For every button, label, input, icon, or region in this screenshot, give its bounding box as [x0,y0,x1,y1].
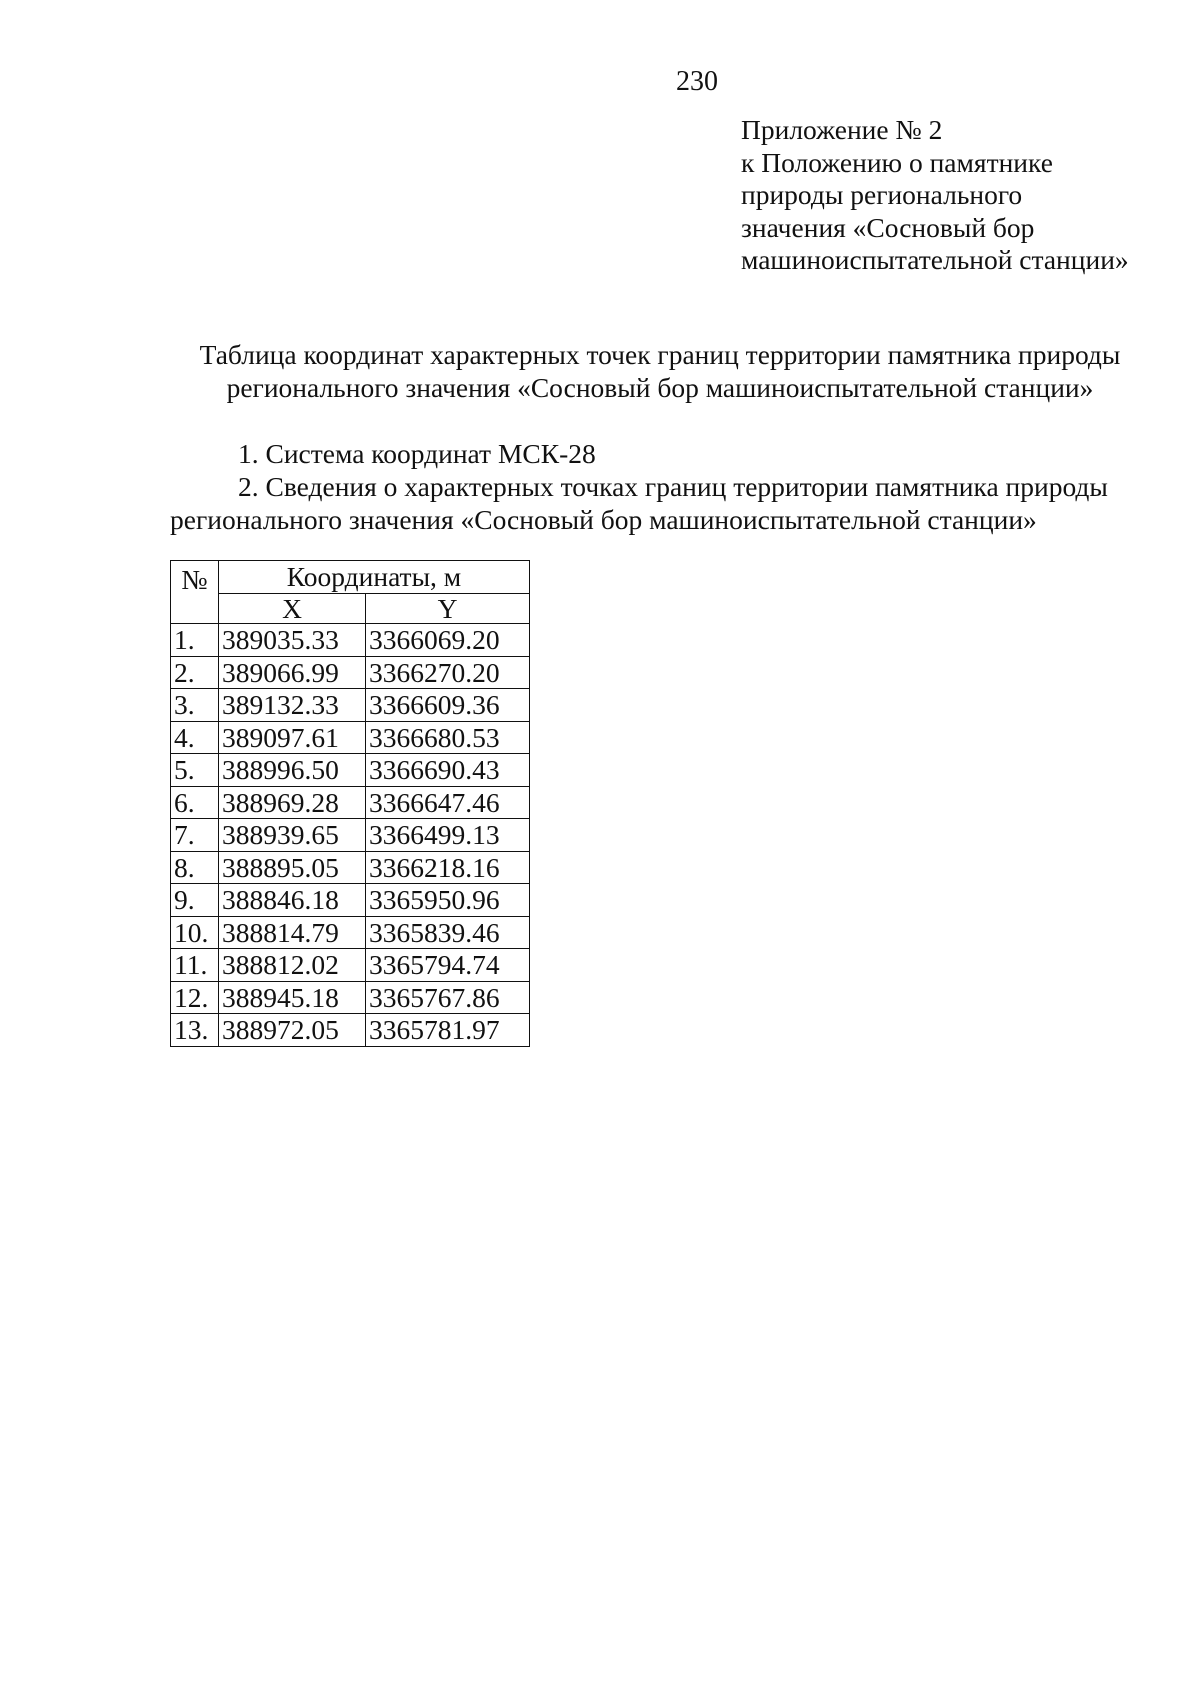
title-line: Таблица координат характерных точек границ территории памятника природы [199,339,1121,370]
point-number-cell: 3. [171,689,219,722]
table-row [171,721,530,754]
y-coordinate-cell: 3366647.46 [366,786,530,819]
y-coordinate-cell: 3366499.13 [366,819,530,852]
document-title [160,338,1160,404]
table-row [171,851,530,884]
appendix-line: значения «Сосновый бор [741,211,1035,243]
point-number-cell: 4. [171,721,219,754]
item-line: 2. Сведения о характерных точках границ территории памятника природы [238,471,1108,502]
x-coordinate-cell: 388814.79 [219,916,366,949]
table-body [171,624,530,1047]
y-coordinate-cell: 3366609.36 [366,689,530,722]
x-coordinate-cell: 388895.05 [219,851,366,884]
point-number-cell: 1. [171,624,219,657]
table-row [171,949,530,982]
x-coordinate-cell: 389097.61 [219,721,366,754]
table-row [171,754,530,787]
point-number-cell: 2. [171,656,219,689]
y-coordinate-cell: 3365767.86 [366,981,530,1014]
x-coordinate-cell: 388972.05 [219,1014,366,1047]
appendix-line: Приложение № 2 [741,114,943,145]
appendix-line: машиноиспытательной станции» [741,244,1129,275]
y-coordinate-cell: 3365839.46 [366,916,530,949]
point-number-cell: 13. [171,1014,219,1047]
item-line: регионального значения «Сосновый бор машиноиспытательной станции» [170,504,1037,535]
table-row [171,884,530,917]
coordinates-table [170,560,530,1047]
x-coordinate-cell: 389035.33 [219,624,366,657]
point-number-cell: 7. [171,819,219,852]
table-row [171,786,530,819]
table-row [171,981,530,1014]
y-coordinate-cell: 3366069.20 [366,624,530,657]
x-coordinate-cell: 389132.33 [219,689,366,722]
table-row [171,916,530,949]
point-number-cell: 10. [171,916,219,949]
x-coordinate-cell: 388945.18 [219,981,366,1014]
table-row [171,819,530,852]
point-number-cell: 12. [171,981,219,1014]
title-line: регионального значения «Сосновый бор машиноиспытательной станции» [226,372,1094,403]
coordinate-system-item: 1. Система координат МСК-28 [238,438,596,469]
table-row [171,656,530,689]
point-number-cell: 8. [171,851,219,884]
point-number-cell: 9. [171,884,219,917]
x-coordinate-cell: 388812.02 [219,949,366,982]
point-number-cell: 5. [171,754,219,787]
point-number-cell: 11. [171,949,219,982]
y-coordinate-cell: 3365950.96 [366,884,530,917]
y-coordinate-cell: 3365794.74 [366,949,530,982]
page-number: 230 [676,66,718,97]
x-coordinate-cell: 388846.18 [219,884,366,917]
table-row [171,624,530,657]
x-coordinate-cell: 388996.50 [219,754,366,787]
table-row [171,1014,530,1047]
header-number: № [171,561,219,624]
appendix-line: природы регионального [741,179,1023,210]
x-coordinate-cell: 388939.65 [219,819,366,852]
appendix-header [741,114,1129,277]
point-number-cell: 6. [171,786,219,819]
y-coordinate-cell: 3366680.53 [366,721,530,754]
y-coordinate-cell: 3366690.43 [366,754,530,787]
x-coordinate-cell: 388969.28 [219,786,366,819]
header-coordinates: Координаты, м [219,561,530,594]
y-coordinate-cell: 3366270.20 [366,656,530,689]
table-row [171,689,530,722]
boundary-points-item [170,470,1108,536]
x-coordinate-cell: 389066.99 [219,656,366,689]
y-coordinate-cell: 3365781.97 [366,1014,530,1047]
appendix-line: к Положению о памятнике [741,146,1053,178]
header-x: X [219,594,366,624]
header-y: Y [366,594,530,624]
y-coordinate-cell: 3366218.16 [366,851,530,884]
